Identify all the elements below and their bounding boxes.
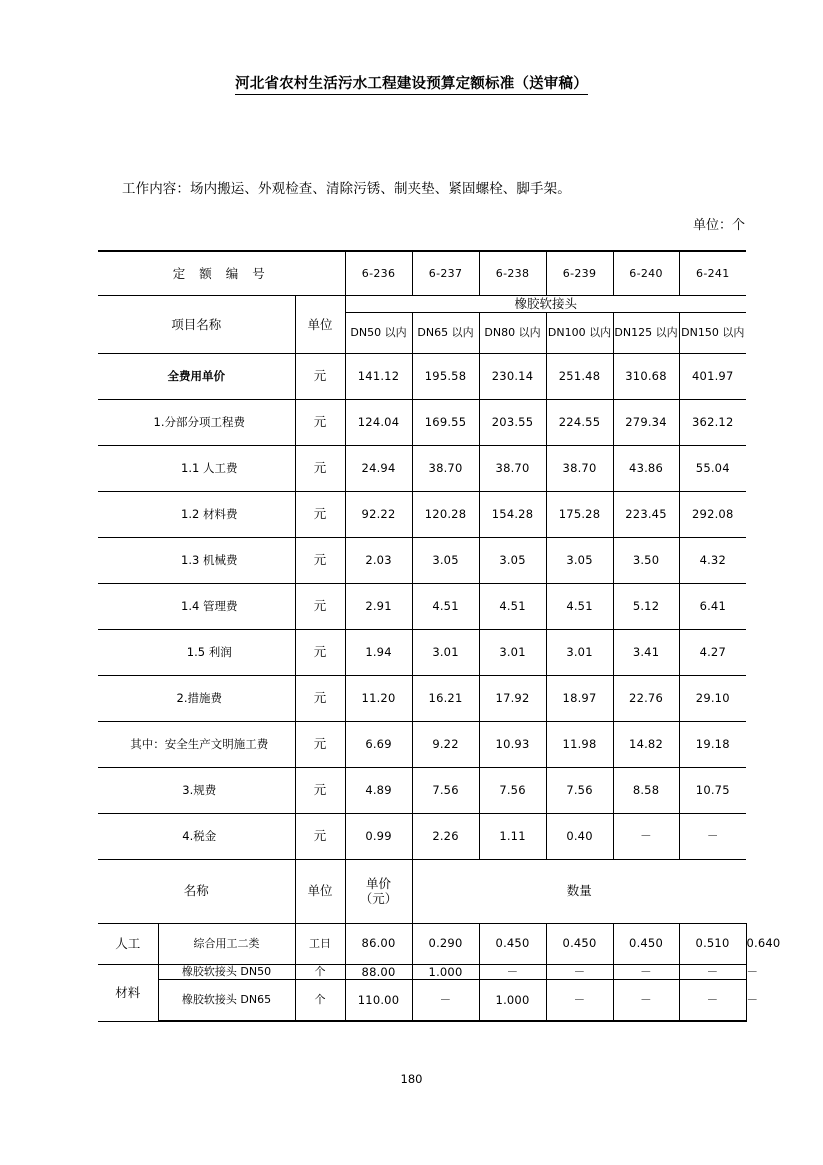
table-row-cost [98, 399, 746, 445]
cost-row-value: 2.26 [412, 813, 479, 859]
resource-price-header-line2: （元） [359, 891, 398, 907]
cost-row-value: 16.21 [412, 675, 479, 721]
cost-row-value: 310.68 [613, 353, 679, 399]
quota-code-cell: 6-236 [345, 251, 412, 296]
cost-row-value: 29.10 [679, 675, 746, 721]
page-number: 180 [400, 1072, 423, 1086]
cost-row-value: 154.28 [479, 491, 546, 537]
cost-row-value: 22.76 [613, 675, 679, 721]
resource-item-quantity: － [613, 980, 679, 1022]
table-row-resource: 橡胶软接头 DN65 个 110.00 － 1.000 － － － － [98, 980, 746, 1022]
table-row-cost [98, 445, 746, 491]
resource-item-quantity: 1.000 [412, 964, 479, 979]
resource-price-header [345, 859, 412, 923]
cost-row-value: 2.03 [345, 537, 412, 583]
resource-item-quantity: － [412, 980, 479, 1022]
resource-item-quantity: 0.510 [679, 923, 746, 964]
cost-row-value: 279.34 [613, 399, 679, 445]
cost-row-value: 18.97 [546, 675, 613, 721]
cost-row-value: － [613, 813, 679, 859]
cost-row-unit: 元 [295, 675, 345, 721]
resource-item-quantity: － [546, 964, 613, 979]
cost-row-value: 224.55 [546, 399, 613, 445]
cost-row-value: 251.48 [546, 353, 613, 399]
table-row-quota-code [98, 251, 746, 296]
spec-header-cell: DN100 以内 [546, 312, 613, 353]
quota-code-cell: 6-239 [546, 251, 613, 296]
cost-row-unit: 元 [295, 583, 345, 629]
cost-row-value: 38.70 [412, 445, 479, 491]
cost-row-label: 1.4 管理费 [98, 583, 295, 629]
group-header: 橡胶软接头 [345, 296, 746, 313]
cost-row-unit: 元 [295, 767, 345, 813]
quota-code-cell: 6-241 [679, 251, 746, 296]
cost-row-value: 6.69 [345, 721, 412, 767]
table-row-cost [98, 813, 746, 859]
cost-row-unit: 元 [295, 629, 345, 675]
cost-row-value: 3.50 [613, 537, 679, 583]
cost-row-value: 4.27 [679, 629, 746, 675]
cost-row-value: 3.01 [479, 629, 546, 675]
quota-table [98, 250, 781, 1022]
resource-item-quantity: － [479, 964, 546, 979]
cost-row-value: － [679, 813, 746, 859]
resource-item-quantity: － [679, 964, 746, 979]
cost-row-value: 3.05 [412, 537, 479, 583]
resource-category-label: 人工 [98, 923, 158, 964]
cost-row-value: 7.56 [546, 767, 613, 813]
cost-row-value: 38.70 [479, 445, 546, 491]
table-row-cost [98, 491, 746, 537]
page-title [0, 72, 823, 93]
cost-row-value: 43.86 [613, 445, 679, 491]
cost-row-value: 9.22 [412, 721, 479, 767]
resource-name-header: 名称 [98, 859, 295, 923]
cost-row-value: 1.11 [479, 813, 546, 859]
cost-row-value: 195.58 [412, 353, 479, 399]
resource-price-header-line1: 单价 [366, 875, 392, 891]
cost-row-value: 10.75 [679, 767, 746, 813]
cost-row-value: 292.08 [679, 491, 746, 537]
cost-row-unit: 元 [295, 353, 345, 399]
cost-row-unit: 元 [295, 721, 345, 767]
cost-row-label: 1.2 材料费 [98, 491, 295, 537]
quota-table-wrapper [98, 250, 781, 1022]
cost-row-value: 4.51 [479, 583, 546, 629]
page-title-text: 河北省农村生活污水工程建设预算定额标准（送审稿） [235, 76, 588, 95]
cost-row-value: 19.18 [679, 721, 746, 767]
table-row-resource-header [98, 859, 746, 923]
cost-row-value: 6.41 [679, 583, 746, 629]
resource-item-name: 橡胶软接头 DN50 [158, 964, 295, 979]
cost-row-value: 7.56 [412, 767, 479, 813]
cost-row-value: 3.41 [613, 629, 679, 675]
cost-row-value: 10.93 [479, 721, 546, 767]
cost-row-value: 2.91 [345, 583, 412, 629]
table-row-cost [98, 767, 746, 813]
cost-row-value: 55.04 [679, 445, 746, 491]
cost-row-value: 203.55 [479, 399, 546, 445]
resource-item-quantity: － [613, 964, 679, 979]
unit-note: 单位：个 [692, 218, 745, 233]
resource-item-quantity: － [679, 980, 746, 1022]
resource-item-price: 110.00 [345, 980, 412, 1022]
cost-row-value: 7.56 [479, 767, 546, 813]
cost-row-value: 124.04 [345, 399, 412, 445]
cost-row-label: 其中：安全生产文明施工费 [98, 721, 295, 767]
cost-row-value: 362.12 [679, 399, 746, 445]
cost-row-value: 38.70 [546, 445, 613, 491]
cost-row-value: 141.12 [345, 353, 412, 399]
cost-row-value: 3.05 [546, 537, 613, 583]
resource-item-name: 综合用工二类 [158, 923, 295, 964]
spec-header-cell: DN125 以内 [613, 312, 679, 353]
resource-item-unit: 个 [295, 980, 345, 1022]
cost-row-value: 4.89 [345, 767, 412, 813]
cost-row-unit: 元 [295, 399, 345, 445]
cost-row-value: 3.05 [479, 537, 546, 583]
work-content-line: 工作内容：场内搬运、外观检查、清除污锈、制夹垫、紧固螺栓、脚手架。 [122, 181, 571, 197]
cost-row-value: 4.32 [679, 537, 746, 583]
cost-row-value: 3.01 [412, 629, 479, 675]
item-name-header: 项目名称 [98, 296, 295, 354]
spec-header-cell: DN80 以内 [479, 312, 546, 353]
table-row-cost [98, 721, 746, 767]
cost-row-value: 230.14 [479, 353, 546, 399]
cost-row-unit: 元 [295, 813, 345, 859]
cost-row-label: 4.税金 [98, 813, 295, 859]
cost-row-unit: 元 [295, 537, 345, 583]
cost-row-value: 3.01 [546, 629, 613, 675]
quota-code-cell: 6-237 [412, 251, 479, 296]
cost-row-value: 0.99 [345, 813, 412, 859]
table-row-group-header [98, 296, 746, 313]
resource-item-quantity: 0.290 [412, 923, 479, 964]
table-row-resource: 人工 综合用工二类 工日 86.00 0.290 0.450 0.450 0.450 0.510 0.640 [98, 923, 746, 964]
cost-row-value: 1.94 [345, 629, 412, 675]
cost-row-value: 0.40 [546, 813, 613, 859]
cost-row-label: 全费用单价 [98, 353, 295, 399]
resource-item-unit: 工日 [295, 923, 345, 964]
cost-row-value: 92.22 [345, 491, 412, 537]
cost-row-label: 1.分部分项工程费 [98, 399, 295, 445]
cost-row-unit: 元 [295, 445, 345, 491]
cost-row-value: 120.28 [412, 491, 479, 537]
unit-header: 单位 [295, 296, 345, 354]
cost-row-value: 14.82 [613, 721, 679, 767]
spec-header-cell: DN50 以内 [345, 312, 412, 353]
resource-quantity-header: 数量 [412, 859, 746, 923]
resource-item-quantity: 1.000 [479, 980, 546, 1022]
cost-row-value: 11.20 [345, 675, 412, 721]
resource-item-name: 橡胶软接头 DN65 [158, 980, 295, 1022]
cost-row-label: 1.3 机械费 [98, 537, 295, 583]
cost-row-value: 5.12 [613, 583, 679, 629]
cost-row-value: 169.55 [412, 399, 479, 445]
resource-category-label: 材料 [98, 964, 158, 1021]
cost-row-value: 11.98 [546, 721, 613, 767]
table-row-cost [98, 629, 746, 675]
table-row-resource: 材料 橡胶软接头 DN50 个 88.00 1.000 － － － － － [98, 964, 746, 979]
cost-row-label: 1.1 人工费 [98, 445, 295, 491]
resource-item-quantity: 0.450 [546, 923, 613, 964]
resource-item-price: 88.00 [345, 964, 412, 979]
quota-code-cell: 6-238 [479, 251, 546, 296]
cost-row-value: 223.45 [613, 491, 679, 537]
resource-item-quantity: － [546, 980, 613, 1022]
spec-header-cell: DN150 以内 [679, 312, 746, 353]
cost-row-value: 24.94 [345, 445, 412, 491]
cost-row-value: 17.92 [479, 675, 546, 721]
quota-code-label: 定 额 编 号 [98, 251, 345, 296]
cost-row-value: 8.58 [613, 767, 679, 813]
quota-table-body [98, 251, 781, 1021]
quota-code-cell: 6-240 [613, 251, 679, 296]
cost-row-value: 4.51 [546, 583, 613, 629]
table-row-cost [98, 353, 746, 399]
resource-item-price: 86.00 [345, 923, 412, 964]
resource-item-unit: 个 [295, 964, 345, 979]
resource-item-quantity: 0.450 [613, 923, 679, 964]
cost-row-value: 4.51 [412, 583, 479, 629]
table-row-cost [98, 537, 746, 583]
cost-row-unit: 元 [295, 491, 345, 537]
cost-row-label: 3.规费 [98, 767, 295, 813]
spec-header-cell: DN65 以内 [412, 312, 479, 353]
table-row-cost [98, 675, 746, 721]
cost-row-label: 1.5 利润 [98, 629, 295, 675]
cost-row-value: 401.97 [679, 353, 746, 399]
resource-unit-header: 单位 [295, 859, 345, 923]
resource-item-quantity: 0.450 [479, 923, 546, 964]
cost-row-value: 175.28 [546, 491, 613, 537]
table-row-cost [98, 583, 746, 629]
cost-row-label: 2.措施费 [98, 675, 295, 721]
